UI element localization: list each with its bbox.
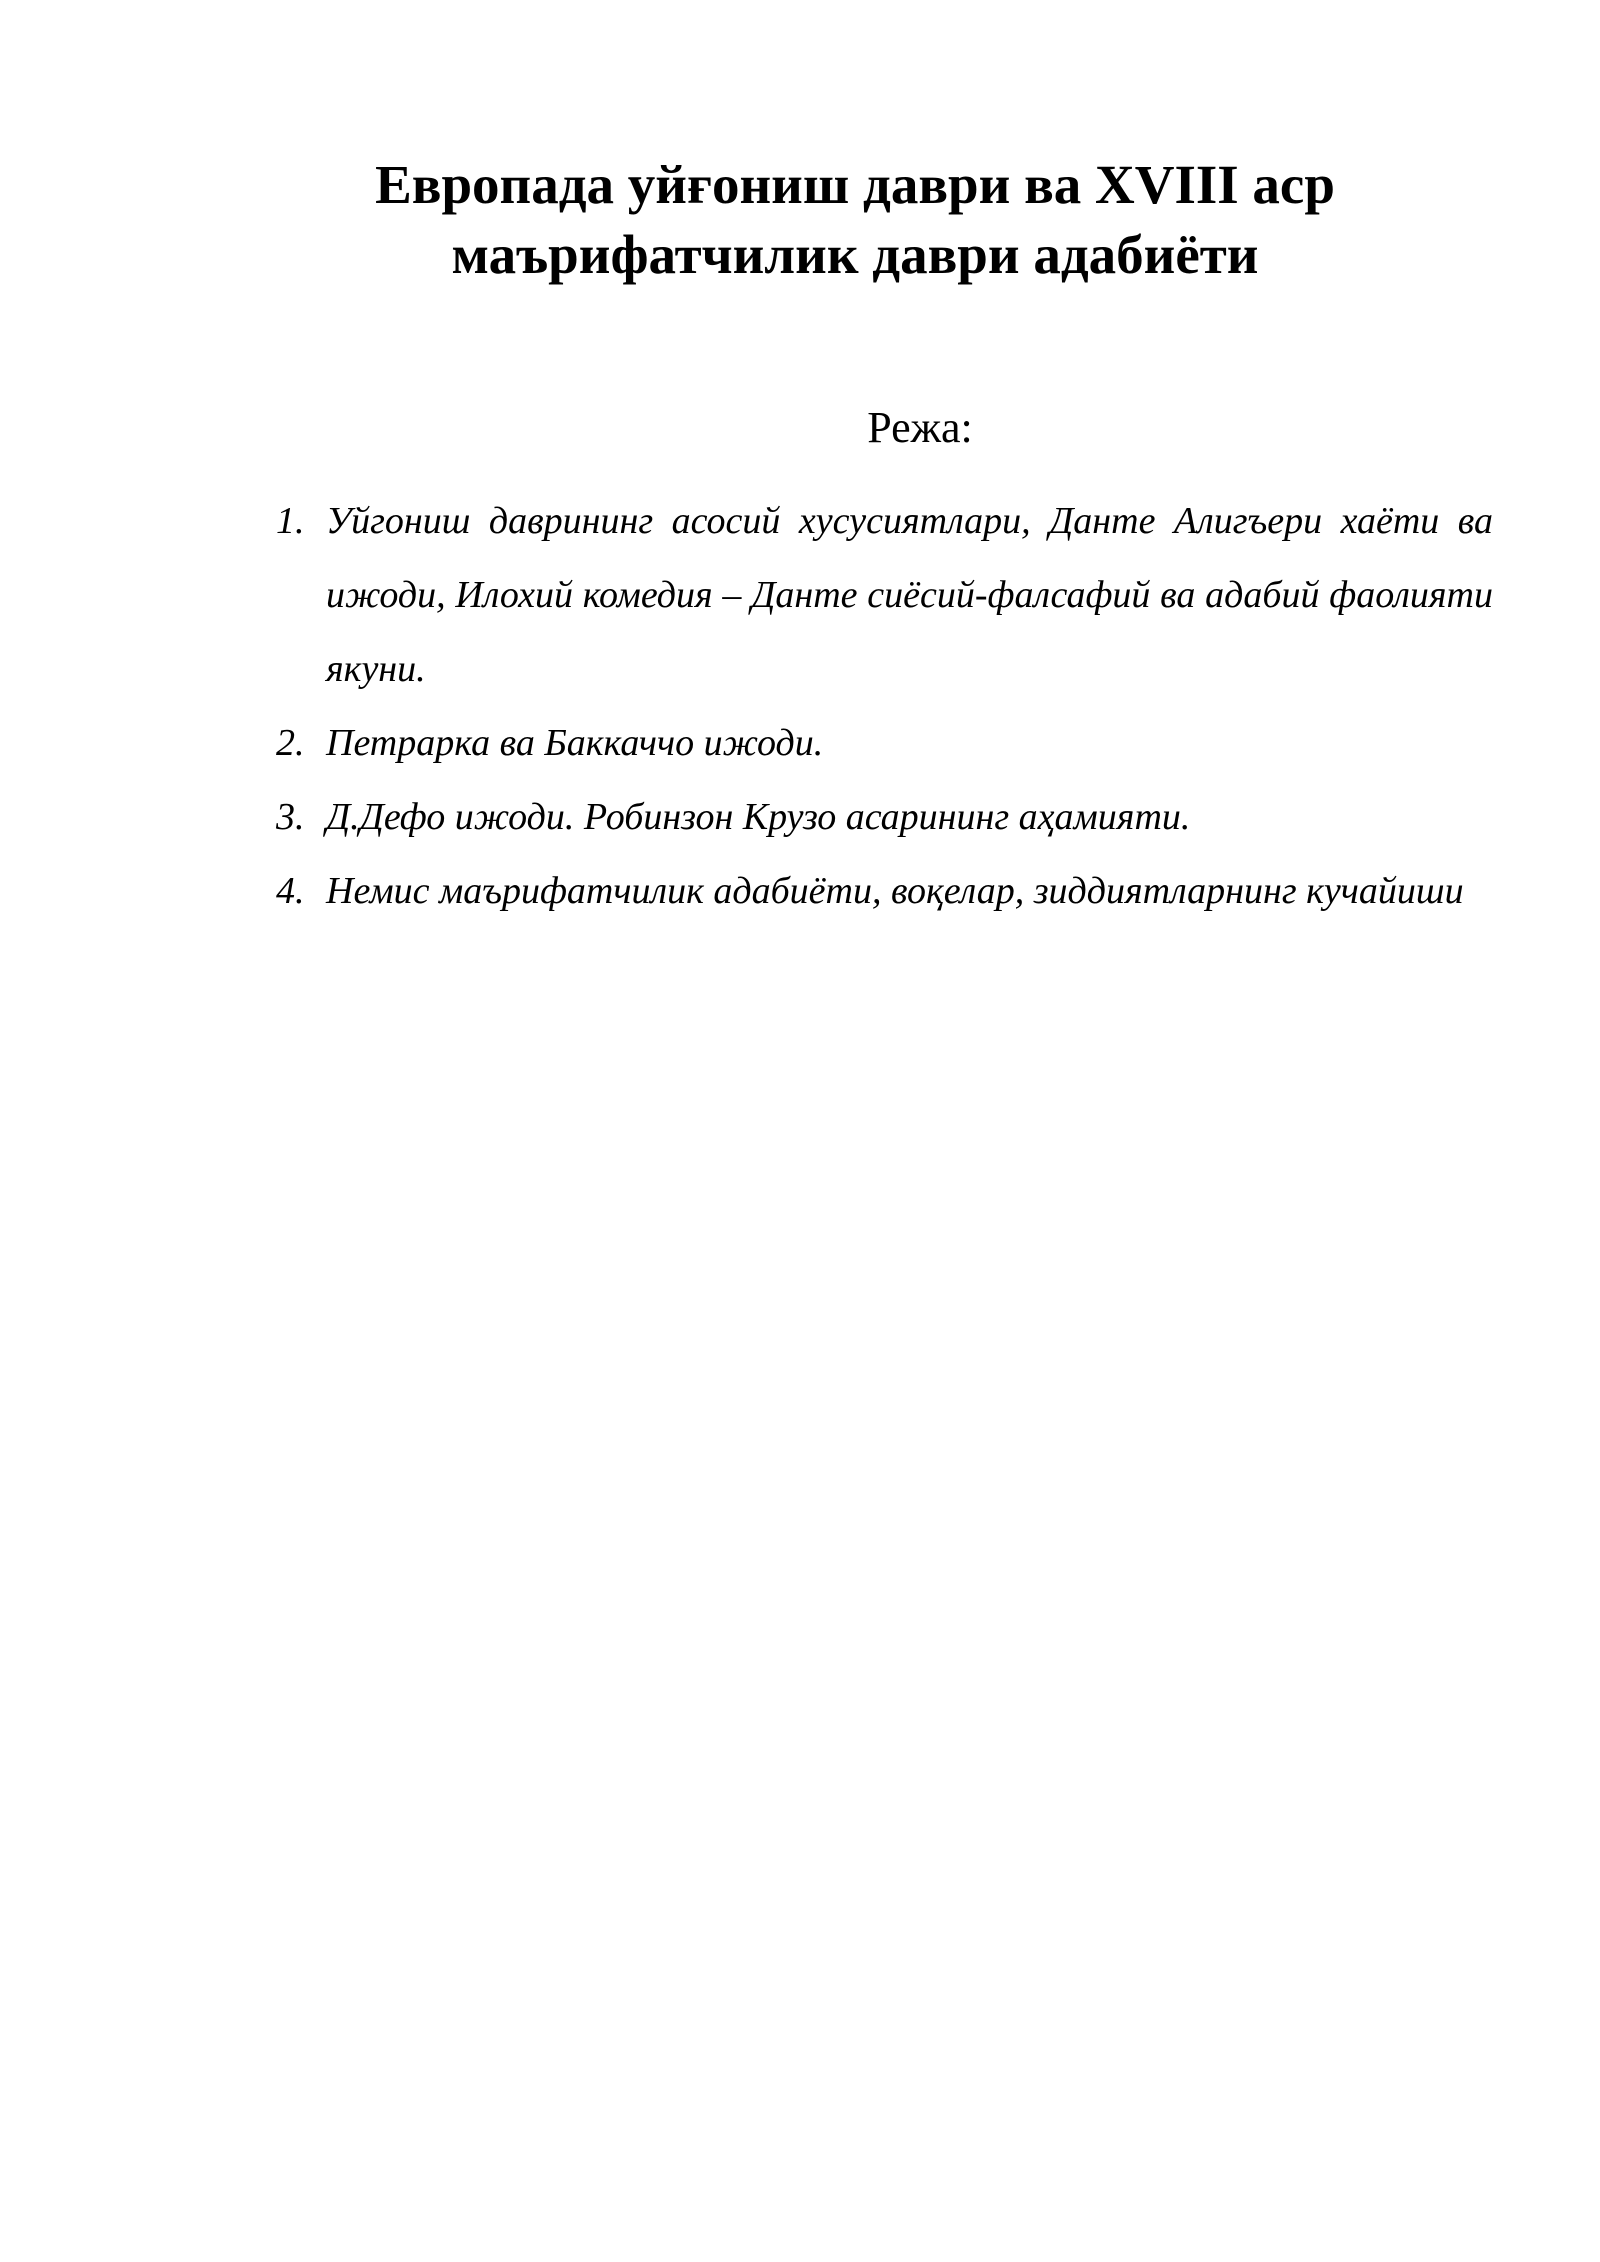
plan-item-text: Д.Дефо ижоди. Робинзон Крузо асарининг аҳамияти. xyxy=(326,796,1191,838)
plan-item-number: 3. xyxy=(276,796,305,838)
plan-item-1 xyxy=(270,484,1493,706)
plan-item-text: Петрарка ва Баккаччо ижоди. xyxy=(326,722,824,764)
title-line-2: маърифатчилик даври адабиёти xyxy=(451,224,1259,285)
document-title xyxy=(200,150,1510,290)
title-line-1: Европада уйғониш даври ва XVIII аср xyxy=(375,154,1335,215)
plan-list xyxy=(270,484,1493,928)
plan-item-text: Немис маърифатчилик адабиёти, воқелар, зиддиятларнинг кучайиши xyxy=(326,870,1464,912)
plan-item-2 xyxy=(270,706,1493,780)
plan-item-text: Уйгониш даврининг асосий хусусиятлари, Данте Алигъери хаёти ва ижоди, Илохий комедия – Данте сиёсий-фалсафий ва адабий фаолияти якуни. xyxy=(326,500,1493,690)
plan-item-4 xyxy=(270,854,1493,928)
plan-heading: Режа: xyxy=(867,403,973,452)
plan-item-number: 4. xyxy=(276,870,305,912)
plan-item-3 xyxy=(270,780,1493,854)
plan-item-number: 2. xyxy=(276,722,305,764)
plan-item-number: 1. xyxy=(276,500,305,542)
